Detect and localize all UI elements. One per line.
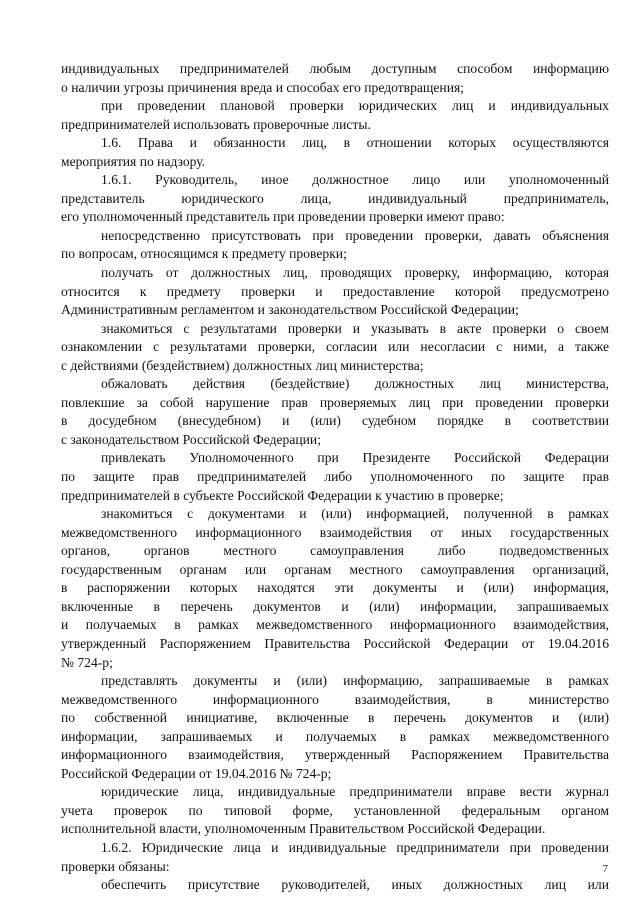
text-line: знакомиться с документами и (или) информацией, полученной в рамках xyxy=(101,506,609,522)
text-line: знакомиться с результатами проверки и указывать в акте проверки о своем xyxy=(101,320,609,336)
text-line: с законодательством Российской Федерации; xyxy=(61,431,321,447)
text-line: информации, запрашиваемых и получаемых в рамках межведомственного xyxy=(61,728,609,744)
text-line: при проведении плановой проверки юридических лиц и индивидуальных xyxy=(101,98,609,114)
text-line: ознакомлении с результатами проверки, согласии или несогласии с ними, а также xyxy=(61,339,609,355)
text-line: относится к предмету проверки и предоставление которой предусмотрено xyxy=(61,283,609,299)
text-line: по вопросам, относящимся к предмету проверки; xyxy=(61,246,347,262)
text-line: государственным органам или органам местного самоуправления организаций, xyxy=(61,561,609,577)
text-line: Административным регламентом и законодательством Российской Федерации; xyxy=(61,302,519,318)
text-line: 1.6.1. Руководитель, иное должностное лицо или уполномоченный xyxy=(101,172,609,188)
text-line: в распоряжении которых находятся эти документы и (или) информация, xyxy=(61,580,609,596)
text-line: проверки обязаны: xyxy=(61,858,170,874)
text-line: № 724-р; xyxy=(61,654,113,670)
text-line: и получаемых в рамках межведомственного информационного взаимодействия, xyxy=(61,617,609,633)
text-line: привлекать Уполномоченного при Президенте Российской Федерации xyxy=(101,450,609,466)
text-line: по собственной инициативе, включенные в перечень документов и (или) xyxy=(61,710,609,726)
text-line: мероприятия по надзору. xyxy=(61,153,206,169)
text-line: обеспечить присутствие руководителей, иных должностных лиц или xyxy=(101,877,609,893)
text-line: получать от должностных лиц, проводящих проверку, информацию, которая xyxy=(101,265,609,281)
text-line: 1.6.2. Юридические лица и индивидуальные предприниматели при проведении xyxy=(101,839,609,855)
text-line: предпринимателей в субъекте Российской Федерации к участию в проверке; xyxy=(61,487,504,503)
document-body xyxy=(61,60,609,895)
text-line: межведомственного информационного взаимодействия от иных государственных xyxy=(61,524,609,540)
text-line: индивидуальных предпринимателей любым доступным способом информацию xyxy=(61,61,609,76)
text-line: информационного взаимодействия, утвержденный Распоряжением Правительства xyxy=(61,747,609,763)
text-line: утвержденный Распоряжением Правительства Российской Федерации от 19.04.2016 xyxy=(61,635,609,651)
text-line: с действиями (бездействием) должностных лиц министерства; xyxy=(61,357,424,373)
text-line: повлекшие за собой нарушение прав проверяемых лиц при проведении проверки xyxy=(61,394,609,410)
text-line: представлять документы и (или) информацию, запрашиваемые в рамках xyxy=(101,673,609,689)
text-line: включенные в перечень документов и (или) информации, запрашиваемых xyxy=(61,598,609,614)
text-line: обжаловать действия (бездействие) должностных лиц министерства, xyxy=(101,376,609,392)
text-line: межведомственного информационного взаимодействия, в министерство xyxy=(61,691,609,707)
text-line: о наличии угрозы причинения вреда и способах его предотвращения; xyxy=(61,79,465,95)
text-line: Российской Федерации от 19.04.2016 № 724-р; xyxy=(61,765,332,781)
text-line: исполнительной власти, уполномоченным Правительством Российской Федерации. xyxy=(61,821,546,837)
page-number: 7 xyxy=(602,863,608,875)
text-line: юридические лица, индивидуальные предприниматели вправе вести журнал xyxy=(101,784,609,800)
text-line: учета проверок по типовой форме, установленной федеральным органом xyxy=(61,802,609,818)
text-line: представитель юридического лица, индивидуальный предприниматель, xyxy=(61,190,609,206)
text-line: в досудебном (внесудебном) и (или) судебном порядке в соответствии xyxy=(61,413,609,429)
text-line: 1.6. Права и обязанности лиц, в отношении которых осуществляются xyxy=(101,135,609,151)
text-line: по защите прав предпринимателей либо уполномоченного по защите прав xyxy=(61,469,609,485)
text-line: органов, органов местного самоуправления либо подведомственных xyxy=(61,543,609,559)
text-line: его уполномоченный представитель при проведении проверки имеют право: xyxy=(61,209,505,225)
text-line: предпринимателей использовать проверочные листы. xyxy=(61,116,371,132)
text-line: непосредственно присутствовать при проведении проверки, давать объяснения xyxy=(101,227,609,243)
